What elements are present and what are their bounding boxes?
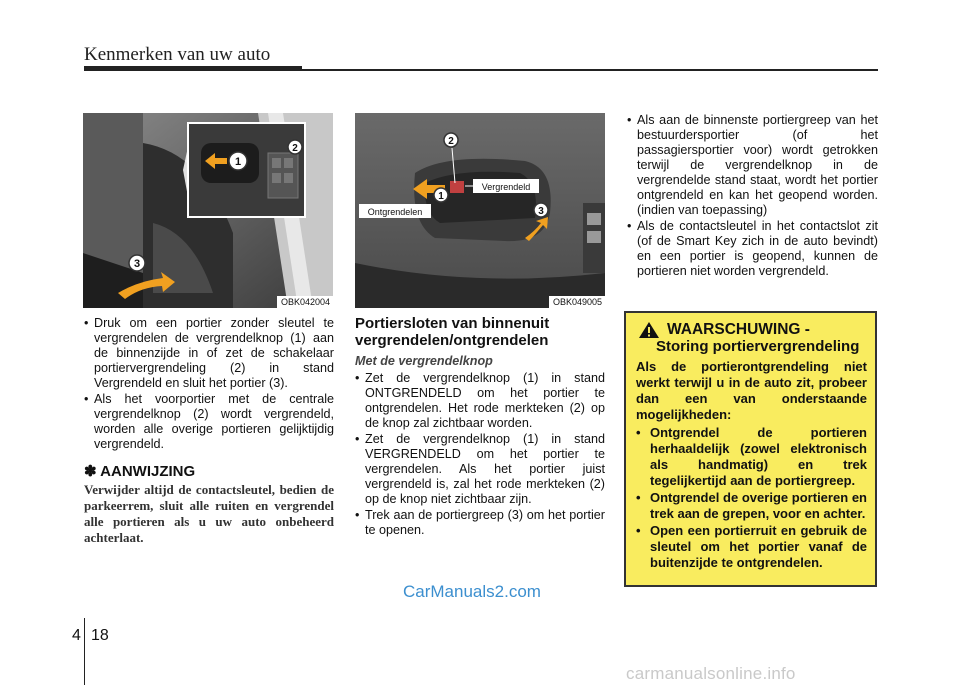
list-item: • Ontgrendel de overige portieren en trek aan de grepen, voor en achter.	[636, 490, 867, 522]
page-number-divider	[84, 618, 85, 685]
fig2-callout-2: 2	[448, 136, 454, 147]
fig2-label-unlock: Ontgrendelen	[367, 207, 423, 217]
column-left	[84, 316, 334, 546]
bullet-list	[355, 371, 605, 538]
list-item: • Zet de vergrendelknop (1) in stand VERGRENDELD om het portier te vergrendelen. Als het portier juist vergrendeld is, zal het rode merkteken (2) op de knop niet zichtbaar zijn.	[355, 432, 605, 507]
list-item: • Ontgrendel de portieren herhaaldelijk (zowel elektronisch als handmatig) en trek tegelijkertijd aan de portiergreep.	[636, 425, 867, 489]
page-number: 18	[91, 627, 109, 644]
fig1-callout-3: 3	[133, 258, 141, 270]
list-item: • Open een portierruit en gebruik de sleutel om het portier vanaf de buitenzijde te ontgrendelen.	[636, 523, 867, 571]
warning-title	[636, 321, 867, 338]
header-bar	[84, 66, 302, 71]
header-rule	[302, 69, 878, 71]
list-item: • Als het voorportier met de centrale vergrendelknop (2) wordt vergrendeld, worden alle overige portieren gelijktijdig vergrendeld.	[84, 392, 334, 452]
warning-bullets	[636, 425, 867, 571]
list-item: • Zet de vergrendelknop (1) in stand ONTGRENDELD om het portier te ontgrendelen. Het rode merkteken (2) op de knop zal zichtbaar worden.	[355, 371, 605, 431]
warning-box	[624, 311, 877, 587]
warning-intro: Als de portierontgrendeling niet werkt terwijl u in de auto zit, probeer dan een van onderstaande mogelijkheden:	[636, 359, 867, 422]
fig2-callout-3: 3	[538, 206, 544, 217]
column-right	[627, 113, 878, 280]
sub-title: Met de vergrendelknop	[355, 354, 493, 368]
list-item: • Als de contactsleutel in het contactslot zit (of de Smart Key zich in de auto bevindt) en een portier is geopend, kunnen de portieren niet worden vergrendeld.	[627, 219, 878, 279]
section-title: Portiersloten van binnenuit vergrendelen/ontgrendelen	[355, 315, 550, 349]
figure-door-interior	[83, 113, 333, 308]
door-handle-illustration	[355, 113, 605, 308]
fig2-callout-1: 1	[438, 191, 444, 202]
fig1-callout-1: 1	[234, 156, 242, 168]
warning-triangle-icon	[638, 321, 660, 339]
fig1-callout-2: 2	[292, 143, 298, 154]
door-interior-illustration	[83, 113, 333, 308]
fig2-label-locked: Vergrendeld	[481, 182, 531, 192]
section-number: 4	[72, 627, 81, 644]
warning-body	[636, 359, 867, 571]
page-header-title: Kenmerken van uw auto	[84, 44, 271, 65]
watermark-link[interactable]: CarManuals2.com	[403, 582, 541, 601]
figure-code: OBK049005	[549, 296, 605, 308]
site-watermark[interactable]: carmanualsonline.info	[626, 664, 796, 683]
figure-door-handle	[355, 113, 605, 308]
note-heading: ✽ AANWIJZING	[84, 463, 196, 480]
bullet-list	[627, 113, 878, 279]
column-middle	[355, 306, 605, 539]
warning-title-text: WAARSCHUWING -	[667, 321, 810, 338]
figure-code: OBK042004	[277, 296, 333, 308]
warning-subtitle: Storing portiervergrendeling	[656, 338, 860, 355]
list-item: • Trek aan de portiergreep (3) om het portier te openen.	[355, 508, 605, 538]
list-item: • Als aan de binnenste portiergreep van het bestuurdersportier (of het passagiersportier voor) wordt getrokken terwijl de vergrendelknop in de vergrendelde stand staat, wordt het portier ontgrendeld en kan het geopend worden. (indien van toepassing)	[627, 113, 878, 218]
bullet-list	[84, 316, 334, 452]
list-item: • Druk om een portier zonder sleutel te vergrendelen de vergrendelknop (1) aan de binnenzijde in of zet de schakelaar portiervergrendeling (2) in stand Vergrendeld en sluit het portier (3).	[84, 316, 334, 391]
note-body: Verwijder altijd de contactsleutel, bedien de parkeerrem, sluit alle ruiten en vergrendel alle portieren als u uw auto onbeheerd achterlaat.	[84, 482, 334, 545]
